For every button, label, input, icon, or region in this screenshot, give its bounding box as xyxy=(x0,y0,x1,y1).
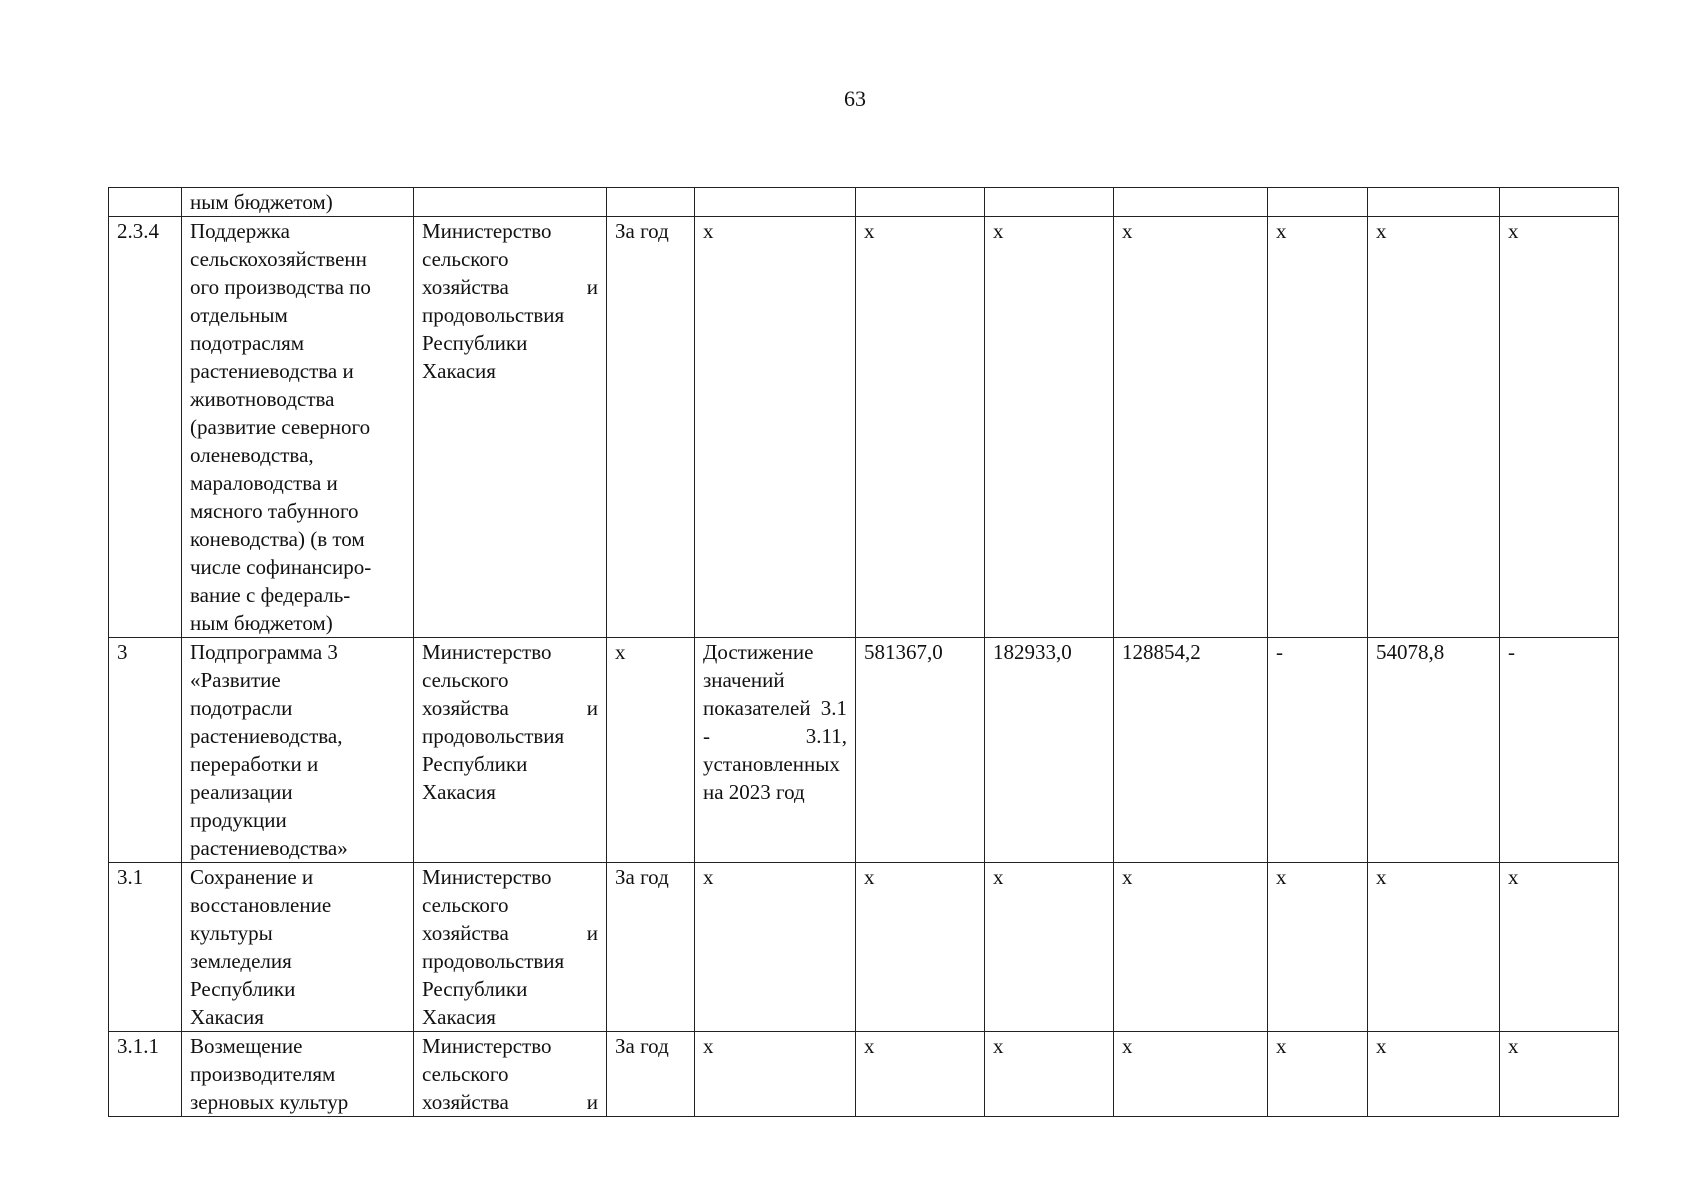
executor-line: хозяйства и xyxy=(422,275,598,299)
table-row xyxy=(109,1032,1619,1117)
value-cell-4: х xyxy=(1268,217,1368,638)
value-cell-3: 128854,2 xyxy=(1114,638,1268,863)
value-cell-4: х xyxy=(1268,863,1368,1032)
executor-line: Хакасия xyxy=(422,359,496,383)
term-cell xyxy=(607,188,695,217)
result-cell: х xyxy=(695,863,856,1032)
executor-line: сельского xyxy=(422,893,509,917)
page-number: 63 xyxy=(844,86,866,111)
value-cell-2: х xyxy=(985,863,1114,1032)
executor-line: сельского xyxy=(422,247,509,271)
table-row xyxy=(109,188,1619,217)
executor-line: хозяйства и xyxy=(422,921,598,945)
executor-line: сельского xyxy=(422,1062,509,1086)
value-cell-4 xyxy=(1268,188,1368,217)
result-cell: х xyxy=(695,1032,856,1117)
executor-cell xyxy=(414,638,607,863)
executor-line: Республики xyxy=(422,977,528,1001)
executor-cell xyxy=(414,1032,607,1117)
value-cell-2: х xyxy=(985,217,1114,638)
executor-line: сельского xyxy=(422,668,509,692)
table-row xyxy=(109,638,1619,863)
executor-line: хозяйства и xyxy=(422,1090,598,1114)
value-cell-6: - xyxy=(1500,638,1619,863)
value-cell-6: х xyxy=(1500,1032,1619,1117)
value-cell-1: 581367,0 xyxy=(856,638,985,863)
executor-line: Хакасия xyxy=(422,1005,496,1029)
table-row xyxy=(109,863,1619,1032)
row-name-cell: ным бюджетом) xyxy=(182,188,414,217)
result-cell: х xyxy=(695,217,856,638)
executor-line: Министерство xyxy=(422,219,552,243)
term-cell: За год xyxy=(607,863,695,1032)
value-cell-5: х xyxy=(1368,217,1500,638)
executor-cell xyxy=(414,188,607,217)
value-cell-2 xyxy=(985,188,1114,217)
row-name-cell: Сохранение и восстановление культуры земледелия Республики Хакасия xyxy=(182,863,414,1032)
executor-line: хозяйства и xyxy=(422,696,598,720)
value-cell-1 xyxy=(856,188,985,217)
row-number-cell: 2.3.4 xyxy=(109,217,182,638)
table-row xyxy=(109,217,1619,638)
table-body xyxy=(109,188,1619,1117)
executor-line: продовольствия xyxy=(422,303,565,327)
value-cell-1: х xyxy=(856,1032,985,1117)
value-cell-2: х xyxy=(985,1032,1114,1117)
value-cell-5: 54078,8 xyxy=(1368,638,1500,863)
executor-line: Хакасия xyxy=(422,780,496,804)
value-cell-6: х xyxy=(1500,863,1619,1032)
executor-line: продовольствия xyxy=(422,949,565,973)
value-cell-1: х xyxy=(856,217,985,638)
row-number-cell xyxy=(109,188,182,217)
result-cell: Достижение значений показателей 3.1 - 3.11, установленных на 2023 год xyxy=(695,638,856,863)
value-cell-6 xyxy=(1500,188,1619,217)
value-cell-5 xyxy=(1368,188,1500,217)
executor-cell xyxy=(414,217,607,638)
value-cell-1: х xyxy=(856,863,985,1032)
executor-line: Министерство xyxy=(422,640,552,664)
row-name-cell: Поддержка сельскохозяйственн ого производства по отдельным подотраслям растениеводства и животноводства (развитие северного оленеводства, мараловодства и мясного табунного коневодства) (в том числе софинансиро- вание с федераль- ным бюджетом) xyxy=(182,217,414,638)
term-cell: За год xyxy=(607,1032,695,1117)
value-cell-5: х xyxy=(1368,863,1500,1032)
value-cell-3 xyxy=(1114,188,1268,217)
value-cell-6: х xyxy=(1500,217,1619,638)
row-number-cell: 3 xyxy=(109,638,182,863)
executor-cell xyxy=(414,863,607,1032)
value-cell-3: х xyxy=(1114,1032,1268,1117)
row-name-cell: Подпрограмма 3 «Развитие подотрасли растениеводства, переработки и реализации продукции растениеводства» xyxy=(182,638,414,863)
value-cell-5: х xyxy=(1368,1032,1500,1117)
executor-line: Республики xyxy=(422,331,528,355)
executor-line: Республики xyxy=(422,752,528,776)
row-name-cell: Возмещение производителям зерновых культур xyxy=(182,1032,414,1117)
value-cell-4: - xyxy=(1268,638,1368,863)
value-cell-3: х xyxy=(1114,863,1268,1032)
program-table xyxy=(108,187,1619,1117)
result-cell xyxy=(695,188,856,217)
term-cell: х xyxy=(607,638,695,863)
row-number-cell: 3.1 xyxy=(109,863,182,1032)
value-cell-3: х xyxy=(1114,217,1268,638)
value-cell-2: 182933,0 xyxy=(985,638,1114,863)
term-cell: За год xyxy=(607,217,695,638)
row-number-cell: 3.1.1 xyxy=(109,1032,182,1117)
executor-line: Министерство xyxy=(422,1034,552,1058)
executor-line: Министерство xyxy=(422,865,552,889)
value-cell-4: х xyxy=(1268,1032,1368,1117)
executor-line: продовольствия xyxy=(422,724,565,748)
